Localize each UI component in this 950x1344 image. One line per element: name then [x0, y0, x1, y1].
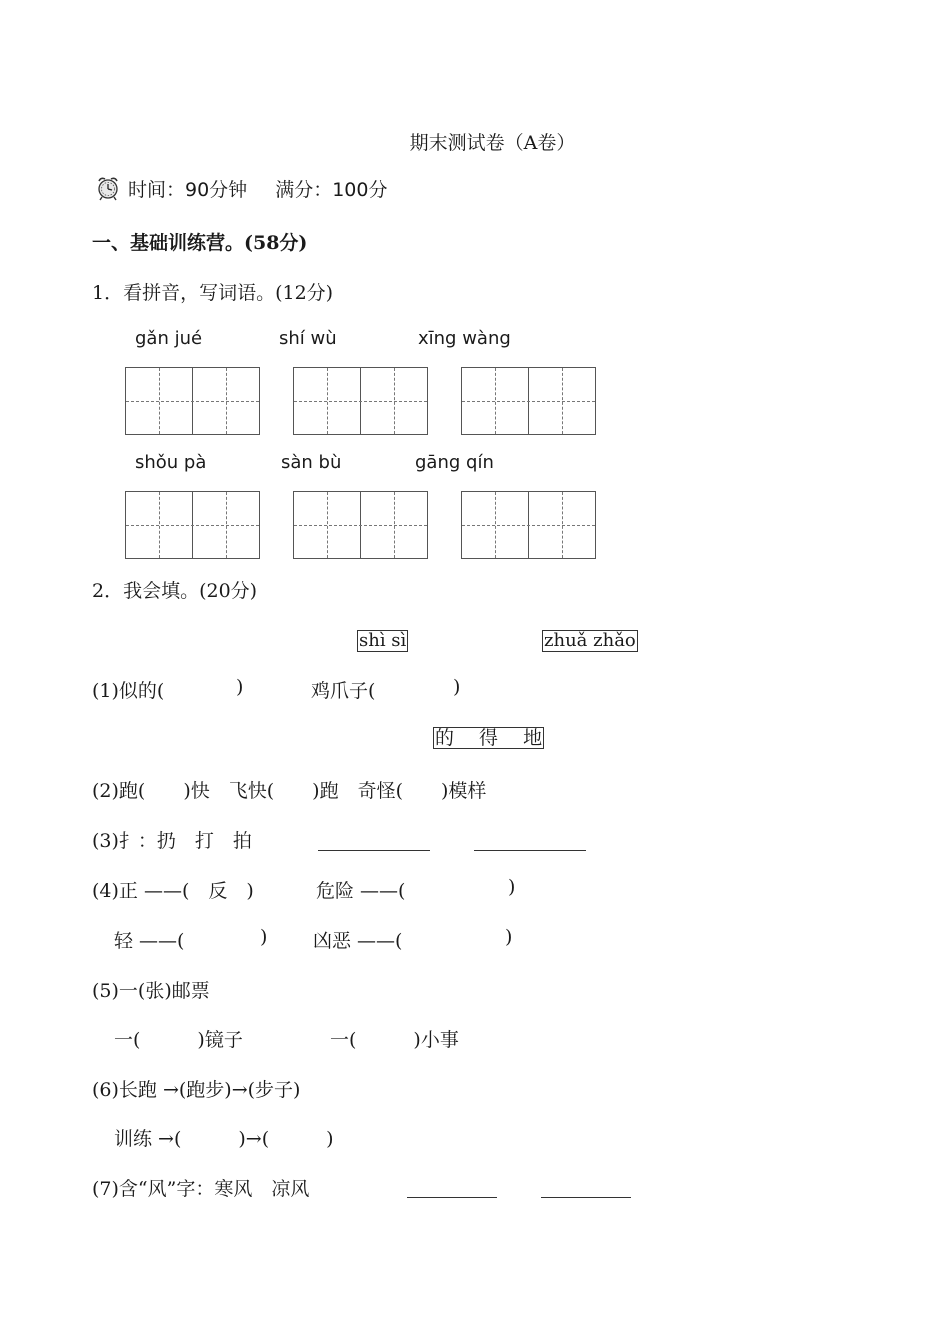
item-7: (7)含“风”字：寒风 凉风 [92, 1178, 310, 1200]
section-heading: 一、基础训练营。(58分) [92, 232, 308, 254]
question-1-label: 1．看拼音，写词语。(12分) [92, 282, 334, 304]
answer-blank[interactable] [407, 1181, 497, 1198]
item-4c-close: ) [260, 926, 268, 948]
pinyin-label: shí wù [279, 328, 337, 349]
item-3: (3)扌：扔 打 拍 [92, 830, 252, 852]
writing-grid[interactable] [461, 491, 596, 559]
item-6b: 训练 →( )→( ) [114, 1128, 334, 1150]
writing-grid[interactable] [293, 491, 428, 559]
de-options-box: 的 得 地 [435, 727, 543, 749]
answer-blank[interactable] [541, 1181, 631, 1198]
item-5c: 一( )小事 [330, 1029, 459, 1051]
exam-time: 时间：90分钟 [128, 178, 248, 201]
answer-blank[interactable] [474, 834, 586, 851]
pinyin-label: sàn bù [281, 452, 342, 473]
pinyin-label: xīng wàng [418, 328, 511, 349]
pinyin-label: gāng qín [415, 452, 494, 473]
item-1a-close: ) [236, 676, 244, 698]
item-1b: 鸡爪子( [311, 680, 376, 702]
item-4b-close: ) [508, 876, 516, 898]
item-4b: 危险 ——( [316, 880, 406, 902]
item-1a: (1)似的( [92, 680, 165, 702]
item-5b: 一( )镜子 [114, 1029, 243, 1051]
pinyin-option-box: zhuǎ zhǎo [544, 630, 636, 651]
page-title: 期末测试卷（A卷） [409, 132, 576, 154]
writing-grid[interactable] [125, 491, 260, 559]
item-1b-close: ) [453, 676, 461, 698]
writing-grid[interactable] [125, 367, 260, 435]
item-4c: 轻 ——( [114, 930, 185, 952]
question-2-label: 2．我会填。(20分) [92, 580, 258, 602]
answer-blank[interactable] [318, 834, 430, 851]
item-4a: (4)正 ——( 反 ) [92, 880, 254, 902]
pinyin-label: gǎn jué [135, 328, 203, 349]
item-4d-close: ) [505, 926, 513, 948]
item-4d: 凶恶 ——( [313, 930, 403, 952]
pinyin-label: shǒu pà [135, 452, 207, 473]
item-2: (2)跑( )快 飞快( )跑 奇怪( )模样 [92, 780, 487, 802]
alarm-clock-icon [94, 174, 122, 202]
item-6a: (6)长跑 →(跑步)→(步子) [92, 1079, 301, 1101]
item-5a: (5)一(张)邮票 [92, 980, 210, 1002]
writing-grid[interactable] [293, 367, 428, 435]
pinyin-option-box: shì sì [359, 630, 407, 651]
exam-meta [94, 174, 387, 202]
exam-score: 满分：100分 [275, 178, 388, 201]
writing-grid[interactable] [461, 367, 596, 435]
